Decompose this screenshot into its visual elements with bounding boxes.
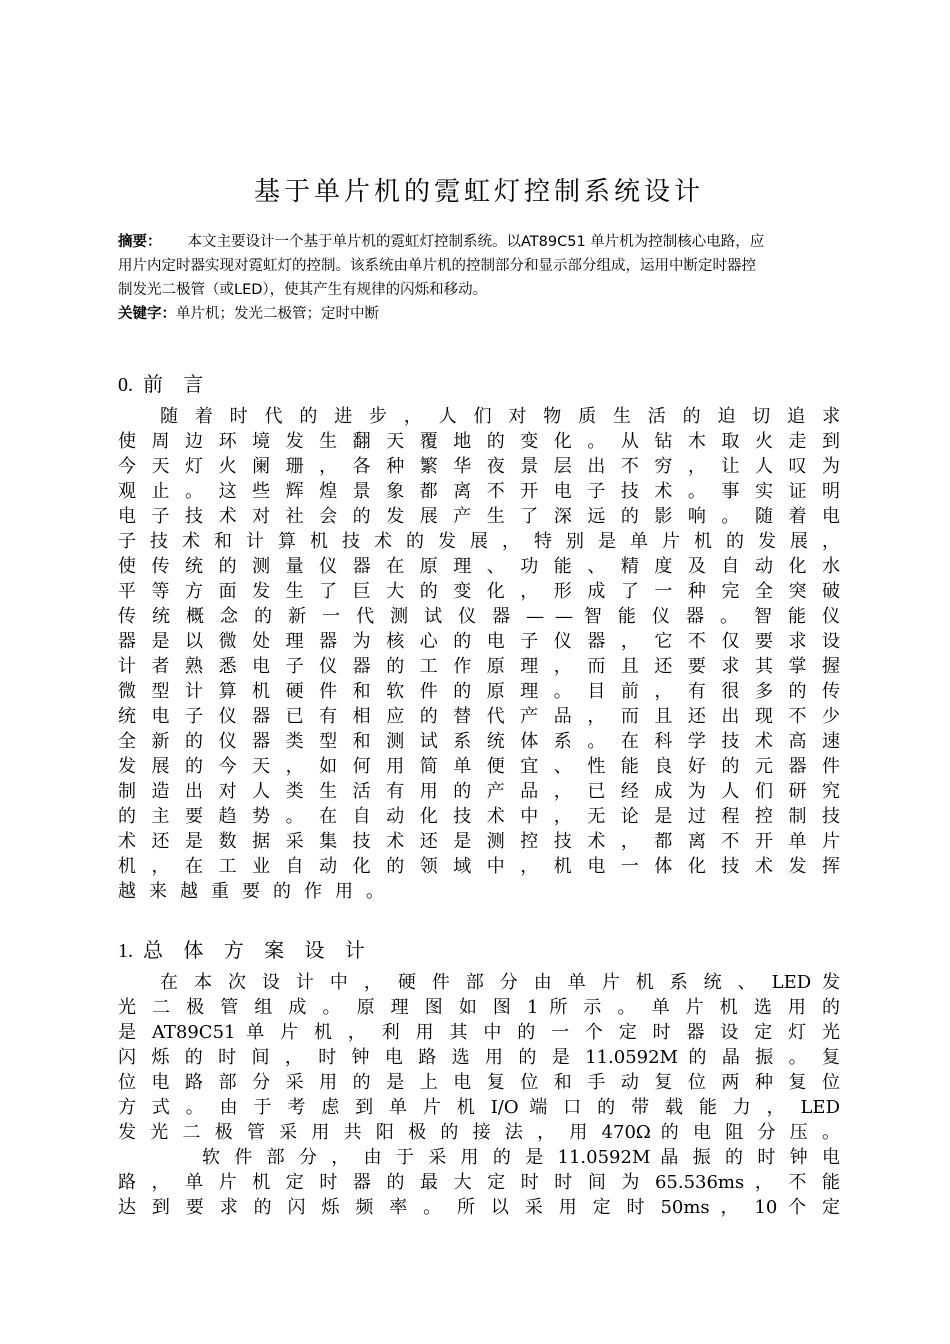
body-line: 制 造 出 对 人 类 生 活 有 用 的 产 品 ， 已 经 成 为 人 们 研 究 (118, 781, 840, 802)
section-number: 1. (118, 940, 133, 962)
body-line: 位 电 路 部 分 采 用 的 是 上 电 复 位 和 手 动 复 位 两 种 复 位 (118, 1072, 840, 1093)
section-body-preface (118, 404, 840, 904)
body-line: 的 主 要 趋 势 。 在 自 动 化 技 术 中 ， 无 论 是 过 程 控 制 技 (118, 806, 840, 827)
abstract (118, 230, 858, 302)
body-line: 使 传 统 的 测 量 仪 器 在 原 理 、 功 能 、 精 度 及 自 动 化 水 (118, 556, 840, 577)
body-line: 平 等 方 面 发 生 了 巨 大 的 变 化 ， 形 成 了 一 种 完 全 突 破 (118, 581, 840, 602)
body-line: 光 二 极 管 组 成 。 原 理 图 如 图 1 所 示 。 单 片 机 选 用 的 (118, 997, 840, 1018)
section-body-overall-design (118, 970, 840, 1220)
body-line: 传 统 概 念 的 新 一 代 测 试 仪 器 — — 智 能 仪 器 。 智 能 仪 (118, 606, 840, 627)
body-line: 在 本 次 设 计 中 ， 硬 件 部 分 由 单 片 机 系 统 、 LED 发 (160, 972, 840, 993)
body-line: 随 着 时 代 的 进 步 ， 人 们 对 物 质 生 活 的 迫 切 追 求 (160, 406, 840, 427)
abstract-label: 摘要： (118, 234, 162, 250)
body-line: 术 还 是 数 据 采 集 技 术 还 是 测 控 技 术 ， 都 离 不 开 单 片 (118, 831, 840, 852)
body-line: 路 ， 单 片 机 定 时 器 的 最 大 定 时 时 间 为 65.536ms ， 不 能 (118, 1172, 840, 1193)
body-line: 发 光 二 极 管 采 用 共 阳 极 的 接 法 ， 用 470Ω 的 电 阻 分 压 。 (118, 1122, 840, 1143)
abstract-line: 制发光二极管（或LED），使其产生有规律的闪烁和移动。 (118, 282, 488, 298)
body-line: 计 者 熟 悉 电 子 仪 器 的 工 作 原 理 ， 而 且 还 要 求 其 掌 握 (118, 656, 840, 677)
keywords-text: 单片机；发光二极管；定时中断 (176, 306, 379, 322)
keywords-label: 关键字： (118, 306, 176, 322)
body-line: 方 式 。 由 于 考 虑 到 单 片 机 I/O 端 口 的 带 载 能 力 ， LED (118, 1097, 840, 1118)
body-line: 器 是 以 微 处 理 器 为 核 心 的 电 子 仪 器 ， 它 不 仅 要 求 设 (118, 631, 840, 652)
body-line: 越来越重要的作用。 (118, 881, 397, 902)
keywords (118, 302, 858, 326)
body-line: 观 止 。 这 些 辉 煌 景 象 都 离 不 开 电 子 技 术 。 事 实 证 明 (118, 481, 840, 502)
document-title: 基于单片机的霓虹灯控制系统设计 (253, 177, 704, 207)
section-heading (118, 370, 210, 399)
body-line: 是 AT89C51 单 片 机 ， 利 用 其 中 的 一 个 定 时 器 设 定 灯 光 (118, 1022, 840, 1043)
body-line: 统 电 子 仪 器 已 有 相 应 的 替 代 产 品 ， 而 且 还 出 现 不 少 (118, 706, 840, 727)
body-line: 电 子 技 术 对 社 会 的 发 展 产 生 了 深 远 的 影 响 。 随 着 电 (118, 506, 840, 527)
body-line: 子 技 术 和 计 算 机 技 术 的 发 展 ， 特 别 是 单 片 机 的 发 展 ， (118, 531, 840, 552)
body-line: 微 型 计 算 机 硬 件 和 软 件 的 原 理 。 目 前 ， 有 很 多 的 传 (118, 681, 840, 702)
body-line: 全 新 的 仪 器 类 型 和 测 试 系 统 体 系 。 在 科 学 技 术 高 速 (118, 731, 840, 752)
abstract-line: 用片内定时器实现对霓虹灯的控制。该系统由单片机的控制部分和显示部分组成，运用中断定时器控 (118, 258, 756, 274)
body-line: 机 ， 在 工 业 自 动 化 的 领 域 中 ， 机 电 一 体 化 技 术 发 挥 (118, 856, 840, 877)
body-line: 使 周 边 环 境 发 生 翻 天 覆 地 的 变 化 。 从 钻 木 取 火 走 到 (118, 431, 840, 452)
body-line: 发 展 的 今 天 ， 如 何 用 简 单 便 宜 、 性 能 良 好 的 元 器 件 (118, 756, 840, 777)
body-line: 达 到 要 求 的 闪 烁 频 率 。 所 以 采 用 定 时 50ms ， 10 个 定 (118, 1197, 840, 1218)
body-line: 软 件 部 分 ， 由 于 采 用 的 是 11.0592M 晶 振 的 时 钟 电 (202, 1147, 840, 1168)
section-heading (118, 936, 372, 965)
section-number: 0. (118, 374, 133, 396)
abstract-line: 本文主要设计一个基于单片机的霓虹灯控制系统。以AT89C51 单片机为控制核心电路，应 (187, 234, 765, 250)
body-line: 今 天 灯 火 阑 珊 ， 各 种 繁 华 夜 景 层 出 不 穷 ， 让 人 叹 为 (118, 456, 840, 477)
section-title: 总 体 方 案 设 计 (143, 938, 372, 962)
body-line: 闪 烁 的 时 间 ， 时 钟 电 路 选 用 的 是 11.0592M 的 晶 振 。 复 (118, 1047, 840, 1068)
section-title: 前 言 (143, 372, 211, 396)
